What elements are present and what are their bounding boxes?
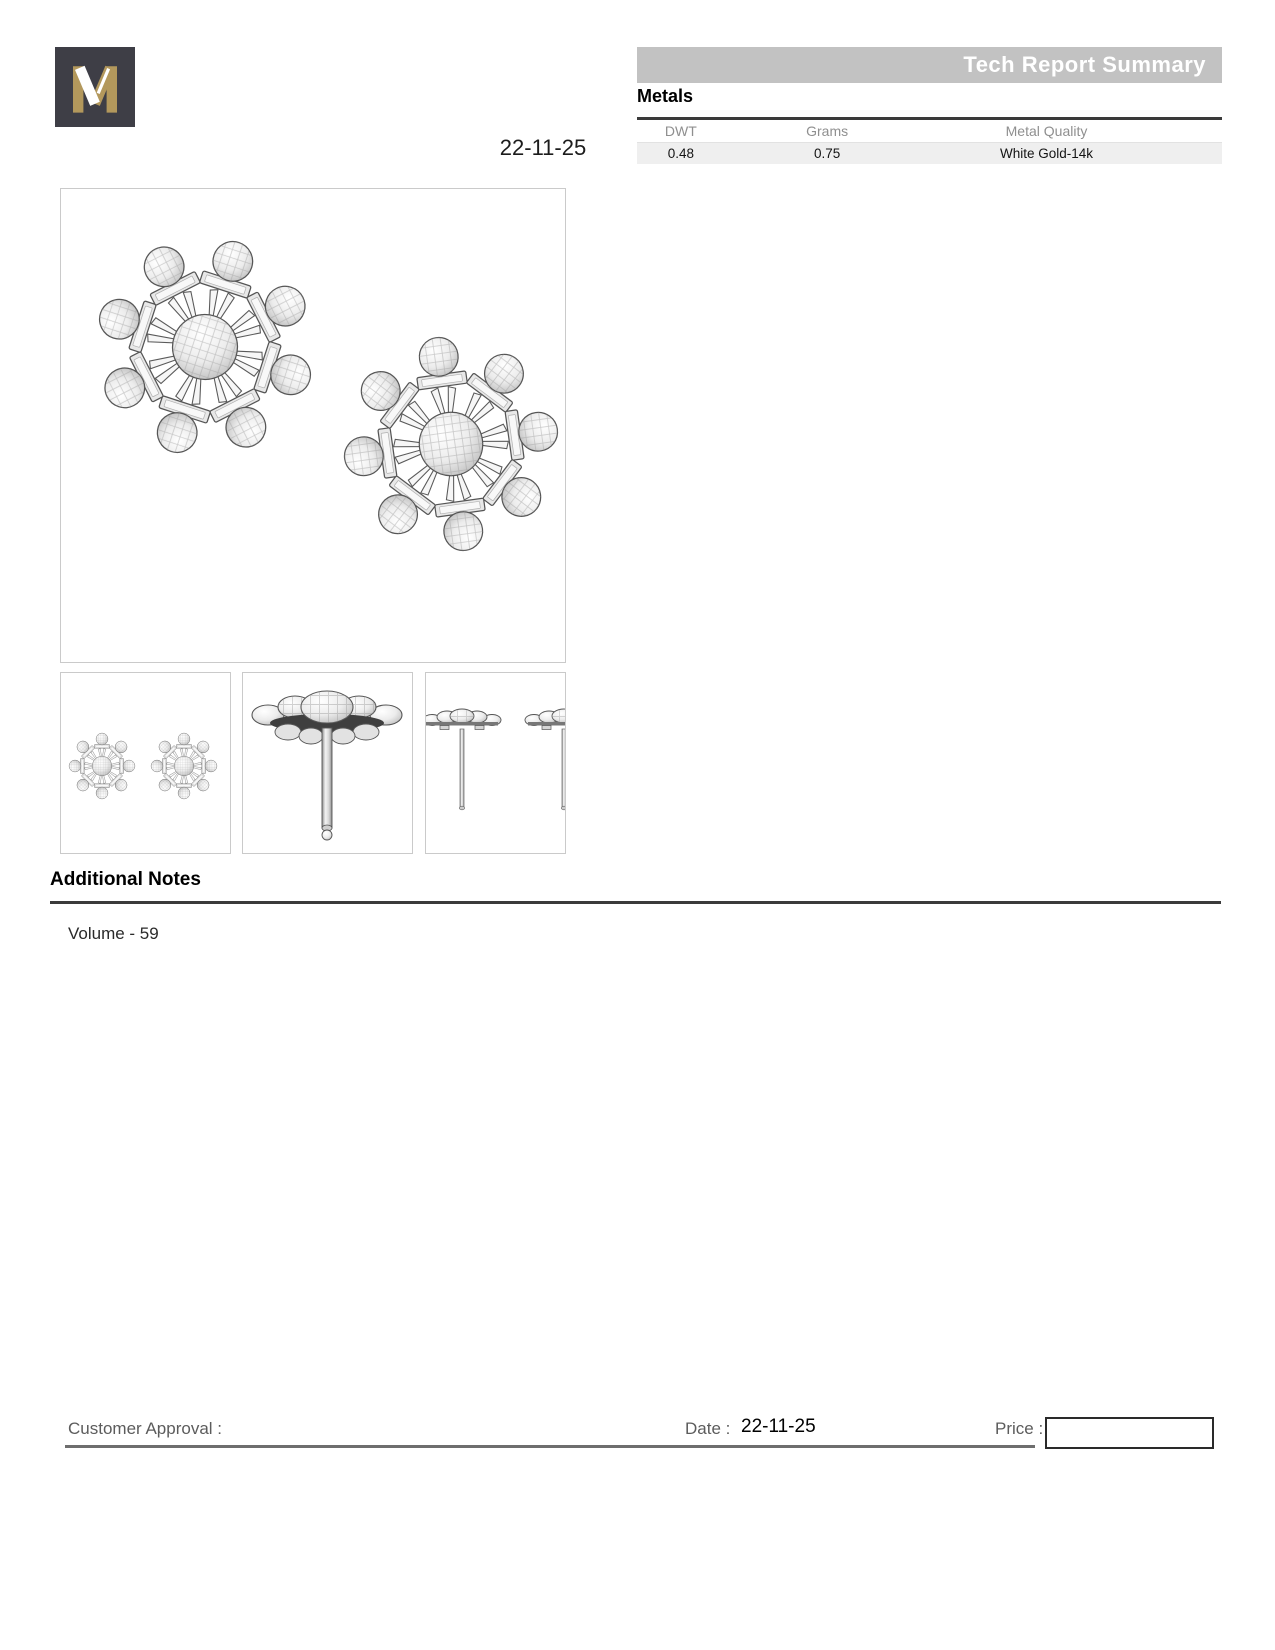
notes-divider	[50, 901, 1221, 904]
earring-perspective-render	[243, 673, 412, 853]
metals-table	[637, 117, 1222, 164]
metals-col-grams: Grams	[806, 123, 849, 139]
report-title-bar	[637, 47, 1222, 83]
thumbnail-front-pair	[60, 672, 231, 854]
additional-notes-title: Additional Notes	[50, 869, 201, 890]
earring-post	[322, 728, 332, 840]
logo-square	[55, 47, 135, 127]
metals-dwt-value: 0.48	[667, 146, 695, 161]
design-date: 22-11-25	[499, 135, 587, 160]
volume-note: Volume - 59	[68, 924, 159, 943]
thumbnail-side-pair	[425, 672, 566, 854]
report-title: Tech Report Summary	[963, 52, 1206, 77]
date-value: 22-11-25	[741, 1416, 816, 1437]
earrings-side-render	[426, 673, 565, 853]
metals-data-row	[637, 143, 1222, 164]
date-label: Date :	[685, 1419, 731, 1438]
main-render-box	[60, 188, 566, 663]
metals-quality-value: White Gold-14k	[999, 146, 1094, 161]
metals-col-dwt: DWT	[664, 123, 697, 139]
price-input[interactable]	[1045, 1417, 1214, 1449]
brand-logo	[55, 47, 135, 127]
signature-line	[65, 1445, 1035, 1448]
metals-col-quality: Metal Quality	[1005, 123, 1088, 139]
thumbnail-perspective	[242, 672, 413, 854]
price-label: Price :	[995, 1419, 1044, 1438]
metals-section-title: Metals	[637, 86, 694, 106]
customer-approval-label: Customer Approval :	[68, 1419, 223, 1438]
metals-header-row	[637, 120, 1222, 143]
earrings-front-thumb	[61, 673, 230, 853]
earrings-front-render	[61, 189, 565, 662]
metals-grams-value: 0.75	[813, 146, 841, 161]
